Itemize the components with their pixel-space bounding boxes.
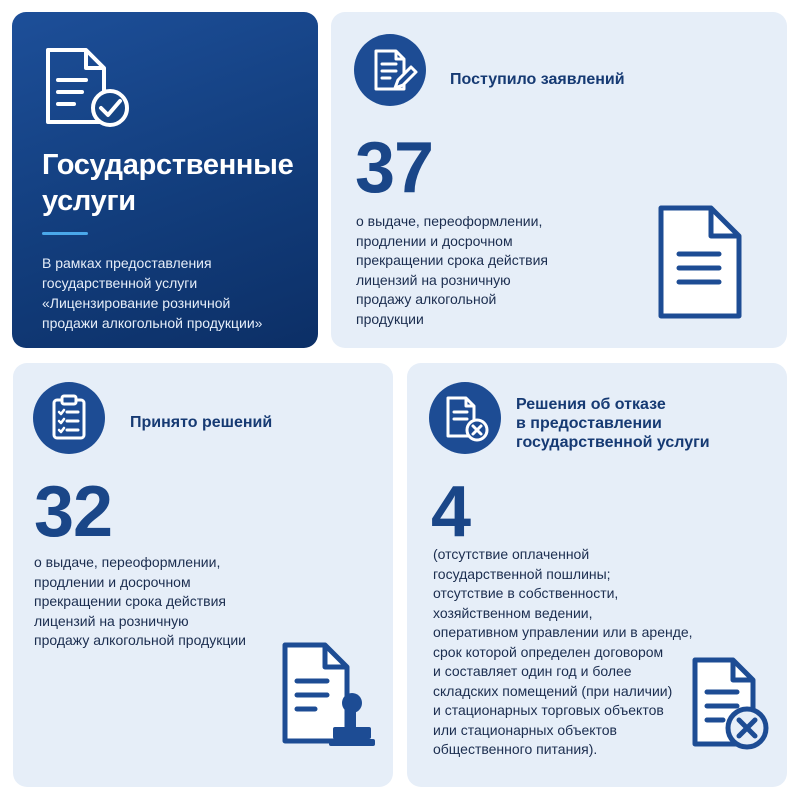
description-line: прекращении срока действия xyxy=(34,593,226,609)
decisions-count: 32 xyxy=(34,472,113,552)
description-line: продукции xyxy=(356,310,424,327)
description-line: отсутствие в собственности, xyxy=(433,585,619,601)
decisions-card xyxy=(13,363,393,787)
description-line: прекращении срока действия xyxy=(356,252,548,268)
refusals-icon-circle xyxy=(429,382,501,454)
description-line: и стационарных торговых объектов xyxy=(433,702,664,718)
description-line: или стационарных объектов xyxy=(433,721,617,738)
document-check-icon xyxy=(42,46,132,130)
applications-title: Поступило заявлений xyxy=(450,71,625,88)
accent-divider xyxy=(42,232,88,235)
intro-text-line: государственной услуги xyxy=(42,275,198,291)
description-line: складских помещений (при наличии) xyxy=(433,682,673,699)
decisions-title: Принято решений xyxy=(130,414,273,431)
refusals-card xyxy=(407,363,787,787)
intro-text-line: В рамках предоставления xyxy=(42,255,212,271)
description-line: лицензий на розничную xyxy=(34,612,189,629)
refusals-title xyxy=(516,395,710,452)
document-pen-icon xyxy=(354,34,426,106)
description-line: хозяйственном ведении, xyxy=(433,604,593,621)
applications-card xyxy=(331,12,787,348)
description-line: продлении и досрочном xyxy=(34,573,191,590)
applications-count: 37 xyxy=(355,128,434,208)
description-line: (отсутствие оплаченной xyxy=(433,546,590,562)
refusals-count: 4 xyxy=(431,472,471,552)
page-title: Государственные услуги xyxy=(42,149,294,217)
intro-card xyxy=(12,12,318,348)
description-line: о выдаче, переоформлении, xyxy=(356,213,543,229)
description-line: о выдаче, переоформлении, xyxy=(34,554,221,570)
document-cross-icon xyxy=(429,382,501,454)
decisions-icon-circle xyxy=(33,382,105,454)
applications-icon-circle xyxy=(354,34,426,106)
refusals-title-line: Решения об отказе xyxy=(516,396,666,413)
document-cross-icon xyxy=(691,656,771,752)
intro-text xyxy=(42,253,312,333)
description-line: общественного питания). xyxy=(433,741,598,757)
description-line: продажу алкогольной продукции xyxy=(34,632,247,648)
applications-description xyxy=(356,212,616,329)
description-line: срок которой определен договором xyxy=(433,643,664,660)
refusals-title-line: в предоставлении xyxy=(516,415,662,432)
description-line: и составляет один год и более xyxy=(433,663,632,679)
refusals-description xyxy=(433,545,701,760)
description-line: государственной пошлины; xyxy=(433,565,611,582)
intro-text-line: продажи алкогольной продукции» xyxy=(42,315,263,331)
description-line: продлении и досрочном xyxy=(356,232,513,249)
intro-text-line: «Лицензирование розничной xyxy=(42,295,231,311)
description-line: оперативном управлении или в аренде, xyxy=(433,624,693,640)
description-line: лицензий на розничную xyxy=(356,271,511,288)
document-stamp-icon xyxy=(281,641,377,751)
description-line: продажу алкогольной xyxy=(356,291,497,307)
decisions-description xyxy=(34,553,294,651)
checklist-clipboard-icon xyxy=(33,382,105,454)
document-icon xyxy=(657,204,743,320)
refusals-title-line: государственной услуги xyxy=(516,434,710,451)
